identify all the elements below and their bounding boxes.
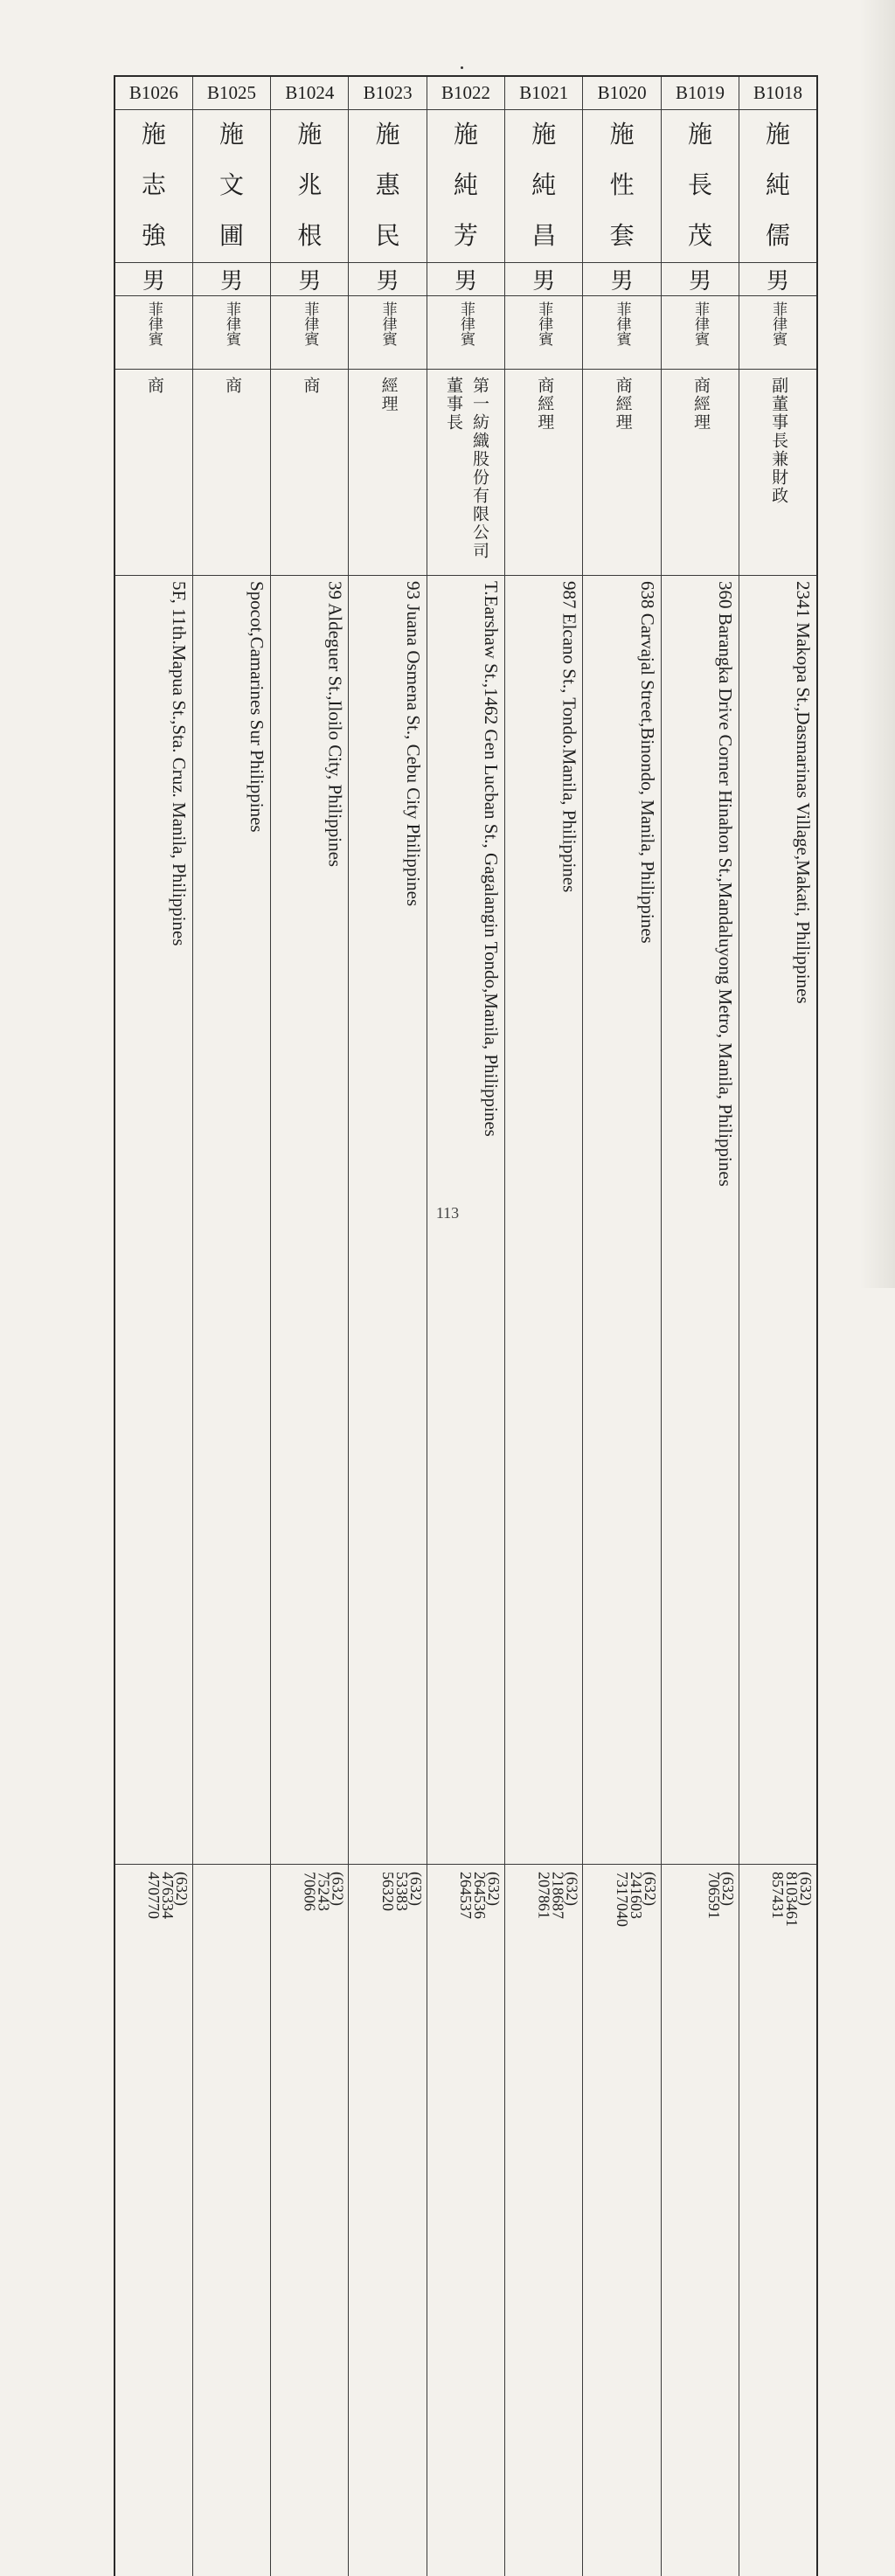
name-char: 儒 xyxy=(739,211,816,262)
title-text: 商 xyxy=(141,370,167,569)
nationality-text: 菲律賓 xyxy=(768,296,787,346)
entry-sex: 男 xyxy=(505,262,583,295)
name-char: 套 xyxy=(583,211,660,262)
entry-phone-primary xyxy=(661,1864,739,2576)
entry-phone-primary xyxy=(505,1864,583,2576)
entry-title xyxy=(349,369,427,575)
entry-name xyxy=(427,109,504,262)
entry-nationality xyxy=(349,295,427,369)
entry-name xyxy=(192,109,270,262)
nationality-text: 菲律賓 xyxy=(300,296,319,346)
entry-title xyxy=(271,369,349,575)
title-text: 商經理 xyxy=(609,370,635,569)
row-phone-primary xyxy=(114,1864,817,2576)
name-char: 施 xyxy=(583,110,660,161)
row-sex xyxy=(114,262,817,295)
entry-phone-primary xyxy=(583,1864,661,2576)
entry-nationality xyxy=(661,295,739,369)
address-text: T.Earshaw St.,1462 Gen Lucban St., Gagalangin Tondo,Manila, Philippines xyxy=(427,576,504,1864)
entry-title xyxy=(114,369,192,575)
entry-name xyxy=(114,109,192,262)
row-title xyxy=(114,369,817,575)
page-number: 113 xyxy=(0,1204,895,1222)
entry-sex: 男 xyxy=(427,262,504,295)
name-char: 純 xyxy=(505,161,582,211)
page-edge-shadow xyxy=(860,0,895,1288)
name-char: 施 xyxy=(427,110,504,161)
entry-id: B1023 xyxy=(349,76,427,109)
phone-text xyxy=(115,1865,192,2576)
address-text: 360 Barangka Drive Corner Hinahon St.,Mandaluyong Metro, Manila, Philippines xyxy=(662,576,739,1864)
nationality-text: 菲律賓 xyxy=(222,296,241,346)
phone-text xyxy=(271,1865,348,2576)
entry-name xyxy=(739,109,817,262)
address-text: 93 Juana Osmena St., Cebu City Philippines xyxy=(349,576,426,1864)
row-nationality xyxy=(114,295,817,369)
phone-text xyxy=(662,1865,739,2576)
title-text: 商經理 xyxy=(531,370,557,569)
name-char: 純 xyxy=(739,161,816,211)
entry-nationality xyxy=(192,295,270,369)
name-char: 芳 xyxy=(427,211,504,262)
entry-sex: 男 xyxy=(114,262,192,295)
entry-sex: 男 xyxy=(192,262,270,295)
name-char: 志 xyxy=(115,161,192,211)
phone-text xyxy=(349,1865,426,2576)
entry-id: B1026 xyxy=(114,76,192,109)
nationality-text: 菲律賓 xyxy=(534,296,553,346)
nationality-text: 菲律賓 xyxy=(613,296,632,346)
name-char: 惠 xyxy=(349,161,426,211)
name-char: 昌 xyxy=(505,211,582,262)
entry-title xyxy=(739,369,817,575)
entry-nationality xyxy=(583,295,661,369)
address-text: 5F, 11th.Mapua St.,Sta. Cruz. Manila, Philippines xyxy=(115,576,192,1864)
entry-sex: 男 xyxy=(739,262,817,295)
entry-title xyxy=(192,369,270,575)
name-char: 兆 xyxy=(271,161,348,211)
entry-nationality xyxy=(427,295,504,369)
title-text: 副董事長兼財政 xyxy=(765,370,791,569)
entry-nationality xyxy=(271,295,349,369)
entry-id: B1019 xyxy=(661,76,739,109)
entry-id: B1020 xyxy=(583,76,661,109)
entry-name xyxy=(505,109,583,262)
name-char: 根 xyxy=(271,211,348,262)
entry-phone-primary xyxy=(271,1864,349,2576)
entry-id: B1018 xyxy=(739,76,817,109)
entry-title xyxy=(661,369,739,575)
nationality-text: 菲律賓 xyxy=(456,296,475,346)
name-char: 茂 xyxy=(662,211,739,262)
row-id xyxy=(114,76,817,109)
name-char: 施 xyxy=(505,110,582,161)
entry-sex: 男 xyxy=(583,262,661,295)
address-text: 638 Carvajal Street,Binondo, Manila, Philippines xyxy=(583,576,660,1864)
title-text: 商經理 xyxy=(687,370,713,569)
member-directory-table xyxy=(114,75,818,2576)
entry-title xyxy=(505,369,583,575)
name-char: 文 xyxy=(193,161,270,211)
entry-phone-primary xyxy=(427,1864,504,2576)
name-char: 民 xyxy=(349,211,426,262)
entry-name xyxy=(661,109,739,262)
phone-text xyxy=(739,1865,816,2576)
title-text: 商 xyxy=(296,370,323,569)
name-char: 圃 xyxy=(193,211,270,262)
entry-id: B1021 xyxy=(505,76,583,109)
name-char: 施 xyxy=(662,110,739,161)
entry-nationality xyxy=(505,295,583,369)
entry-title xyxy=(583,369,661,575)
name-char: 性 xyxy=(583,161,660,211)
name-char: 施 xyxy=(271,110,348,161)
title-text: 商 xyxy=(219,370,245,569)
name-char: 長 xyxy=(662,161,739,211)
address-text: 39 Aldeguer St.,Iloilo City, Philippines xyxy=(271,576,348,1864)
nationality-text: 菲律賓 xyxy=(144,296,163,346)
entry-phone-primary xyxy=(739,1864,817,2576)
entry-id: B1024 xyxy=(271,76,349,109)
name-char: 施 xyxy=(349,110,426,161)
address-text: Spocot,Camarines Sur Philippines xyxy=(193,576,270,1864)
entry-title xyxy=(427,369,504,575)
entry-name xyxy=(583,109,661,262)
entry-id: B1022 xyxy=(427,76,504,109)
entry-nationality xyxy=(739,295,817,369)
entry-sex: 男 xyxy=(271,262,349,295)
title-text: 經理 xyxy=(375,370,401,569)
name-char: 施 xyxy=(739,110,816,161)
title-text: 第一紡織股份有限公司董事長 xyxy=(440,370,492,569)
entry-name xyxy=(271,109,349,262)
entry-name xyxy=(349,109,427,262)
name-char: 施 xyxy=(193,110,270,161)
nationality-text: 菲律賓 xyxy=(690,296,710,346)
address-text: 987 Elcano St., Tondo.Manila, Philippines xyxy=(505,576,582,1864)
phone-text xyxy=(193,1865,270,2576)
entry-id: B1025 xyxy=(192,76,270,109)
entry-sex: 男 xyxy=(349,262,427,295)
entry-phone-primary xyxy=(114,1864,192,2576)
entry-sex: 男 xyxy=(661,262,739,295)
name-char: 強 xyxy=(115,211,192,262)
address-text: 2341 Makopa St.,Dasmarinas Village,Makati, Philippines xyxy=(739,576,816,1864)
phone-text xyxy=(427,1865,504,2576)
phone-text xyxy=(505,1865,582,2576)
row-name xyxy=(114,109,817,262)
entry-nationality xyxy=(114,295,192,369)
name-char: 純 xyxy=(427,161,504,211)
name-char: 施 xyxy=(115,110,192,161)
nationality-text: 菲律賓 xyxy=(378,296,398,346)
phone-text xyxy=(583,1865,660,2576)
entry-phone-primary xyxy=(192,1864,270,2576)
entry-phone-primary xyxy=(349,1864,427,2576)
print-mark xyxy=(461,66,463,69)
